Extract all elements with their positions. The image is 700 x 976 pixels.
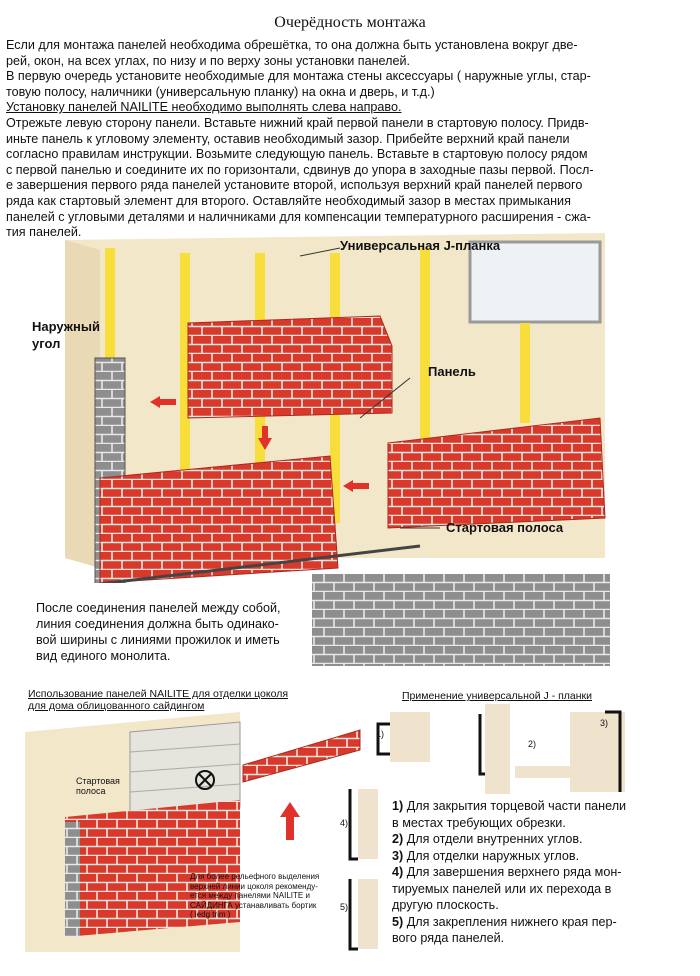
j-usage-list	[392, 798, 692, 947]
plinth-note-line: ( ledg trim )	[190, 910, 231, 919]
seam-note-line: вой ширины с линиями прожилок и иметь	[36, 633, 280, 647]
seam-note-line: После соединения панелей между собой,	[36, 601, 281, 615]
j-number: 4)	[340, 818, 349, 828]
plinth-starter-line: Стартовая	[76, 776, 120, 786]
step-line: панелей с угловыми деталями и наличниками для компенсации температурного расширения - сжа-	[6, 209, 591, 224]
j-list-line: вого ряда панелей.	[392, 931, 505, 945]
label-j-strip: Универсальная J-планка	[340, 238, 501, 253]
step-line: с первой панелью и соедините их по горизонтали, сдвинув до упора в заходные пазы первой. Посл-	[6, 162, 594, 177]
j-list-item: 4) Для завершения верхнего ряда мон-	[392, 865, 622, 879]
seam-note-line: вид единого монолита.	[36, 649, 171, 663]
j-list-line: в местах требующих обрезки.	[392, 815, 566, 830]
j-list-item: 1) Для закрытия торцевой части панели	[392, 799, 627, 813]
j-title: Применение универсальной J - планки	[402, 690, 593, 702]
j-number: 5)	[340, 902, 349, 912]
plinth-title-line: Использование панелей NAILITE для отделки цоколя	[28, 688, 289, 700]
plinth-note	[190, 872, 345, 920]
label-outer-corner: Наружный угол	[32, 319, 100, 351]
plinth-title-line: для дома облицованного сайдингом	[28, 700, 205, 712]
j-number: 3)	[600, 718, 609, 728]
plinth-note-line: Для более рельефного выделения	[190, 872, 320, 881]
label-panel: Панель	[428, 364, 476, 379]
label-starter: Стартовая полоса	[446, 520, 564, 535]
direction-note: Установку панелей NAILITE необходимо выполнять слева направо.	[6, 100, 402, 115]
step-line: тия панелей.	[6, 225, 82, 240]
gray-panel-sample	[312, 574, 610, 666]
j-list-item: 2) Для отдели внутренних углов.	[392, 832, 583, 846]
j-list-line: тируемых панелей или их перехода в	[392, 881, 612, 896]
j-number: 1)	[376, 729, 385, 739]
upper-panel	[188, 316, 392, 418]
step-line: согласно правилам инструкции. Возьмите следующую панель. Вставьте в стартовую полосу рядом	[6, 147, 588, 162]
step-line: е завершения первого ряда панелей установите второй, используя верхний край панелей первого	[6, 178, 583, 193]
installed-panel	[100, 456, 338, 583]
plinth-note-line: САЙДИНГА устанавливать бортик	[190, 900, 317, 910]
siding	[130, 722, 240, 812]
intro-line: товую полосу, наличники (универсальную планку) на окна и дверь, и т.д.)	[6, 84, 435, 99]
intro-line: В первую очередь установите необходимые для монтажа стены аксессуары ( наружные углы, стар-	[6, 69, 591, 84]
batten	[420, 248, 430, 448]
window	[470, 242, 600, 322]
installation-diagram	[0, 228, 700, 583]
plinth-starter-line: полоса	[76, 786, 106, 796]
arrow-up-icon	[280, 802, 300, 840]
intro-line: Если для монтажа панелей необходима обрешётка, то она должна быть установлена вокруг две-	[6, 38, 578, 52]
plinth-starter-label	[76, 776, 136, 796]
seam-note	[36, 600, 316, 664]
page-title: Очерёдность монтажа	[274, 14, 426, 31]
j-number: 2)	[528, 739, 537, 749]
plinth-corner-trim	[65, 822, 80, 937]
j-list-line: другую плоскость.	[392, 898, 499, 912]
j-list-item: 3) Для отделки наружных углов.	[392, 848, 580, 863]
instructions-block	[6, 38, 692, 241]
batten	[520, 323, 530, 423]
plinth-title	[28, 688, 368, 712]
step-line: иньте панель к угловому элементу, оставив необходимый зазор. Прибейте верхний край панели	[6, 131, 570, 146]
step-line: Отрежьте левую сторону панели. Вставьте нижний край первой панели в стартовую полосу. Придв-	[6, 115, 589, 130]
plinth-note-line: ется между панелями NAILITE и	[190, 891, 310, 900]
step-line: ряда как стартовый элемент для второго. Оставляйте необходимый зазор в местах примыкания	[6, 193, 571, 208]
plinth-note-line: верхней линии цоколя рекоменду-	[190, 881, 318, 891]
j-list-item: 5) Для закрепления нижнего края пер-	[392, 914, 617, 929]
seam-note-line: линия соединения должна быть одинако-	[36, 617, 279, 631]
intro-line: рей, окон, на всех углах, по низу и по верху зоны установки панелей.	[6, 53, 411, 68]
